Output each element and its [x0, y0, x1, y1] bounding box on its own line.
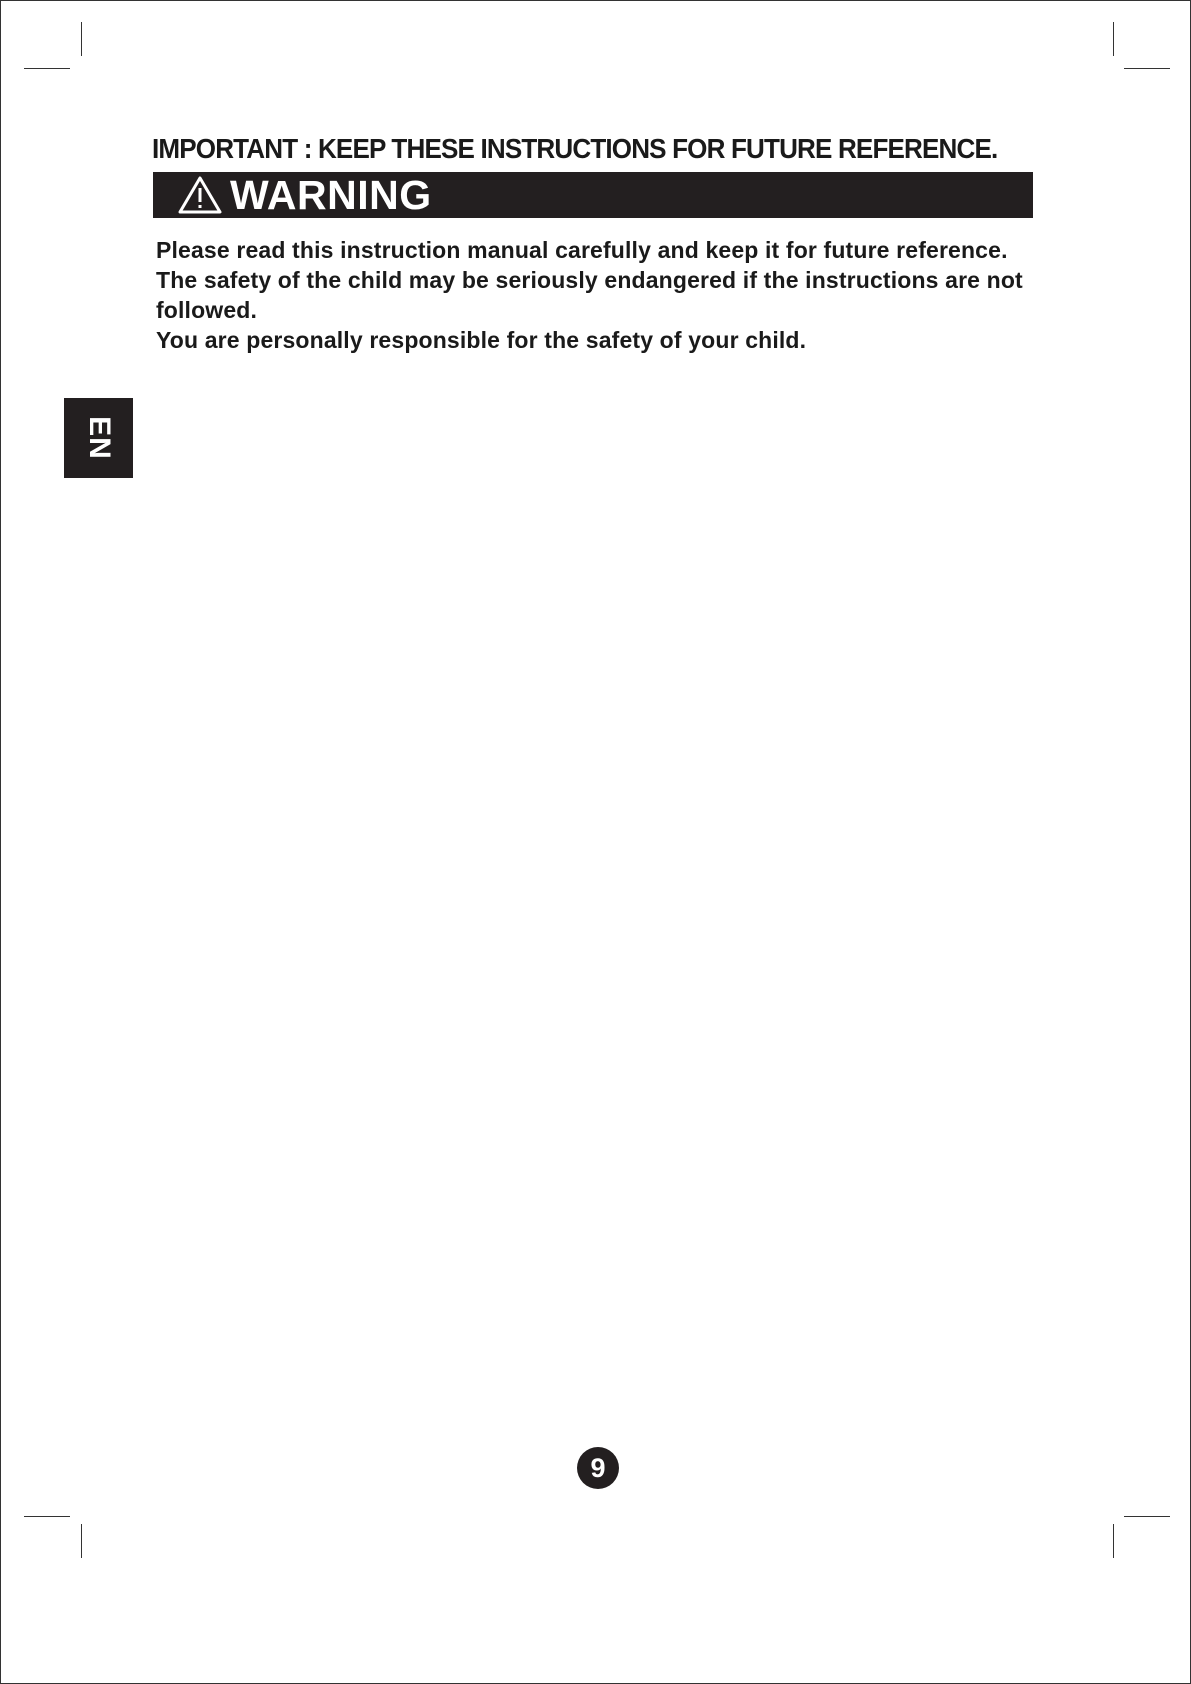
warning-body — [156, 235, 1046, 355]
crop-mark — [24, 1516, 70, 1517]
warning-line: Please read this instruction manual carefully and keep it for future reference. — [156, 237, 1008, 263]
crop-mark — [81, 1524, 82, 1558]
warning-label: WARNING — [230, 172, 432, 218]
language-tab — [64, 398, 133, 478]
crop-mark — [1113, 1524, 1114, 1558]
warning-line: You are personally responsible for the safety of your child. — [156, 327, 807, 353]
language-tab-label: EN — [82, 416, 116, 460]
crop-mark — [1124, 1516, 1170, 1517]
important-notice: IMPORTANT : KEEP THESE INSTRUCTIONS FOR FUTURE REFERENCE. — [152, 133, 998, 164]
warning-triangle-icon — [178, 176, 222, 214]
crop-mark — [81, 22, 82, 56]
crop-mark — [1124, 68, 1170, 69]
page-number: 9 — [577, 1447, 619, 1489]
warning-banner — [153, 172, 1033, 218]
warning-line: The safety of the child may be seriously endangered if the instructions are not followed. — [156, 267, 1023, 323]
crop-mark — [24, 68, 70, 69]
crop-mark — [1113, 22, 1114, 56]
